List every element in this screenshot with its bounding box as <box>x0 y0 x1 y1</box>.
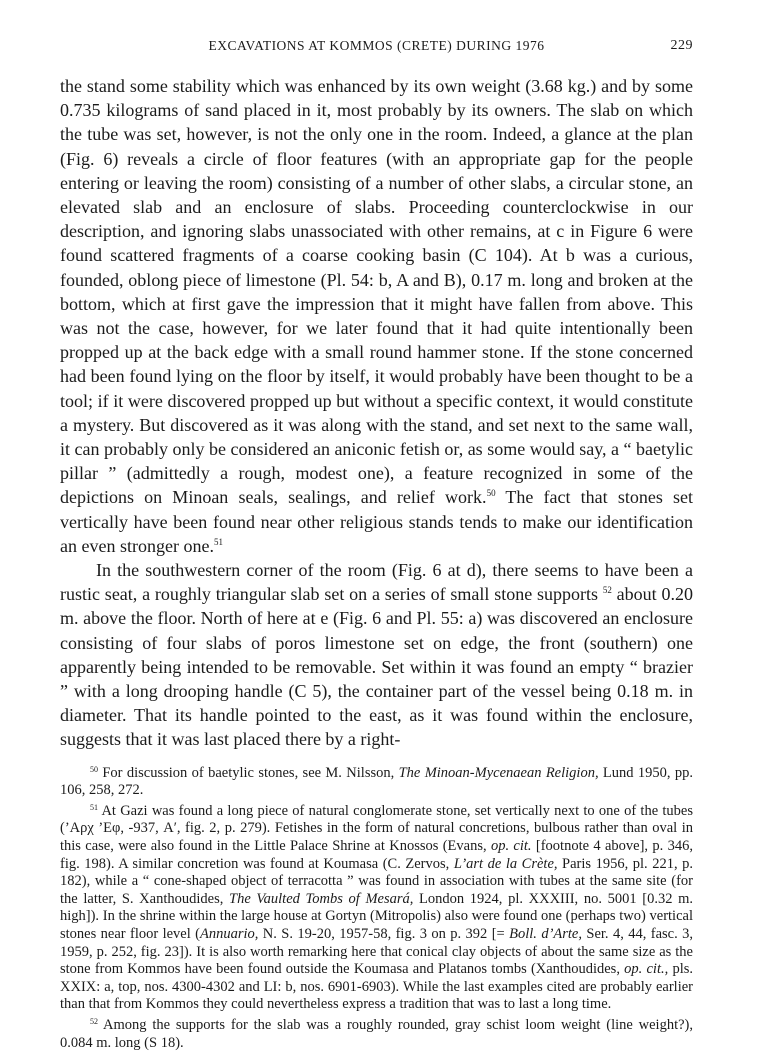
paragraph-2-text-a: In the southwestern corner of the room (Fig. 6 at d), there seems to have been a rustic seat, a roughly triangular slab set on a series of small stone supports <box>60 560 693 605</box>
paragraph-1-text-a: the stand some stability which was enhanced by its own weight (3.68 kg.) and by some 0.735 kilograms of sand placed in it, most probably by its owners. The slab on which the tube was set, however, is not the only one in the room. Indeed, a glance at the plan (Fig. 6) reveals a circle of floor features (with an appropriate gap for the people entering or leaving the room) consisting of a number of other slabs, a circular stone, an elevated slab and an enclosure of slabs. Proceeding counterclockwise in our description, and ignoring slabs unassociated with other remains, at c in Figure 6 were found scattered fragments of a coarse cooking basin (C 104). At b was a curious, founded, oblong piece of limestone (Pl. 54: b, A and B), 0.17 m. long and broken at the bottom, which at first gave the impression that it might have fallen from above. This was not the case, however, for we later found that it had quite intentionally been propped up at the back edge with a small round hammer stone. If the stone concerned had been found lying on the floor by itself, it would probably have been thought to be a tool; if it were discovered propped up but without a specific context, it would constitute a mystery. But discovered as it was along with the stand, and set next to the same wall, it can probably only be considered an aniconic fetish or, as some would say, a “ baetylic pillar ” (admittedly a rough, modest one), a feature recognized in some of the depictions on Minoan seals, sealings, and relief work. <box>60 76 693 508</box>
footnote-51-italic-5: Boll. d’Arte, <box>509 926 582 943</box>
paragraph-2 <box>60 558 693 752</box>
footnote-52-text: Among the supports for the slab was a roughly rounded, gray schist loom weight (line weight?), 0.084 m. long (S 18). <box>60 1017 693 1051</box>
footnote-50-title: The Minoan-Mycenaean Religion, <box>398 764 599 781</box>
paragraph-2-text-b: about 0.20 m. above the floor. North of here at e (Fig. 6 and Pl. 55: a) was discovered an enclosure consisting of four slabs of poros limestone set on edge, the front (southern) one apparently being intended to be removable. Set within it was found an empty “ brazier ” with a long drooping handle (C 5), the container part of the vessel being 0.18 m. in diameter. That its handle pointed to the east, as it was found within the enclosure, suggests that it was last placed there by a right- <box>60 584 693 750</box>
footnote-51-text-4: London 1924, pl. XXXIII, no. 5001 [0.32 m. high]). In the shrine within the large house at Gortyn (Mitropolis) also were found one (perhaps two) vertical stones near floor level ( <box>60 890 693 943</box>
footnote-50 <box>60 765 693 800</box>
footnote-51-italic-3: The Vaulted Tombs of Mesará, <box>229 890 414 907</box>
footnote-51-italic-1: op. cit. <box>490 838 532 855</box>
body-text <box>60 74 693 752</box>
footnote-ref-51: 51 <box>213 536 223 547</box>
footnote-51-italic-2: L’art de la Crète, <box>453 855 558 872</box>
footnote-51-text-1: At Gazi was found a long piece of natural conglomerate stone, set vertically next to one of the tubes (’Aρχ ’Eφ, -937, A′, fig. 2, p. 279). Fetishes in the form of natural concretions, bulbous rather than oval in this case, were also found in the Little Palace Shrine at Knossos (Evans, <box>60 802 693 855</box>
footnote-50-text-end: Lund 1950, pp. 106, 258, 272. <box>60 764 694 799</box>
running-title: EXCAVATIONS AT KOMMOS (CRETE) DURING 1976 <box>208 38 545 53</box>
footnote-50-text: For discussion of baetylic stones, see M. Nilsson, <box>98 764 399 781</box>
footnote-51-italic-6: op. cit., <box>624 961 669 978</box>
paragraph-1-text-b: The fact that stones set vertically have been found near other religious stands tends to make our identification an even stronger one. <box>60 487 693 556</box>
page-number: 229 <box>670 38 693 53</box>
footnote-51-italic-4: Annuario, <box>200 926 259 943</box>
footnote-51-text-2: [footnote 4 above], p. 346, fig. 198). A similar concretion was found at Koumasa (C. Zervos, <box>60 838 693 872</box>
footnote-51-text-7: pls. XXIX: a, top, nos. 4300-4302 and LI: b, nos. 6901-6903). While the last examples cited are probably earlier than that from Kommos they could nevertheless express a tradition that was to last a long time. <box>60 961 694 1013</box>
footnote-52-number: 52 <box>90 1017 98 1026</box>
running-header <box>60 38 693 60</box>
footnotes <box>60 765 693 1052</box>
footnote-52 <box>60 1017 693 1052</box>
paragraph-1 <box>60 74 693 558</box>
footnote-51-text-6: Ser. 4, 44, fasc. 3, 1959, p. 252, fig. 23]). It is also worth remarking here that conical clay objects of about the same size as the stone from Kommos have been found outside the Koumasa and Platanos tombs (Xanthoudides, <box>60 926 693 978</box>
footnote-51-text-3: Paris 1956, pl. 221, p. 182), while a “ cone-shaped object of terracotta ” was found in association with tubes at the same site (for the latter, S. Xanthoudides, <box>60 855 693 907</box>
footnote-51 <box>60 803 693 1014</box>
footnote-51-text-5: N. S. 19-20, 1957-58, fig. 3 on p. 392 [= <box>258 926 510 943</box>
footnote-ref-50: 50 <box>486 488 496 499</box>
footnote-51-number: 51 <box>90 802 98 812</box>
footnote-50-number: 50 <box>90 764 98 774</box>
footnote-ref-52: 52 <box>602 585 612 596</box>
